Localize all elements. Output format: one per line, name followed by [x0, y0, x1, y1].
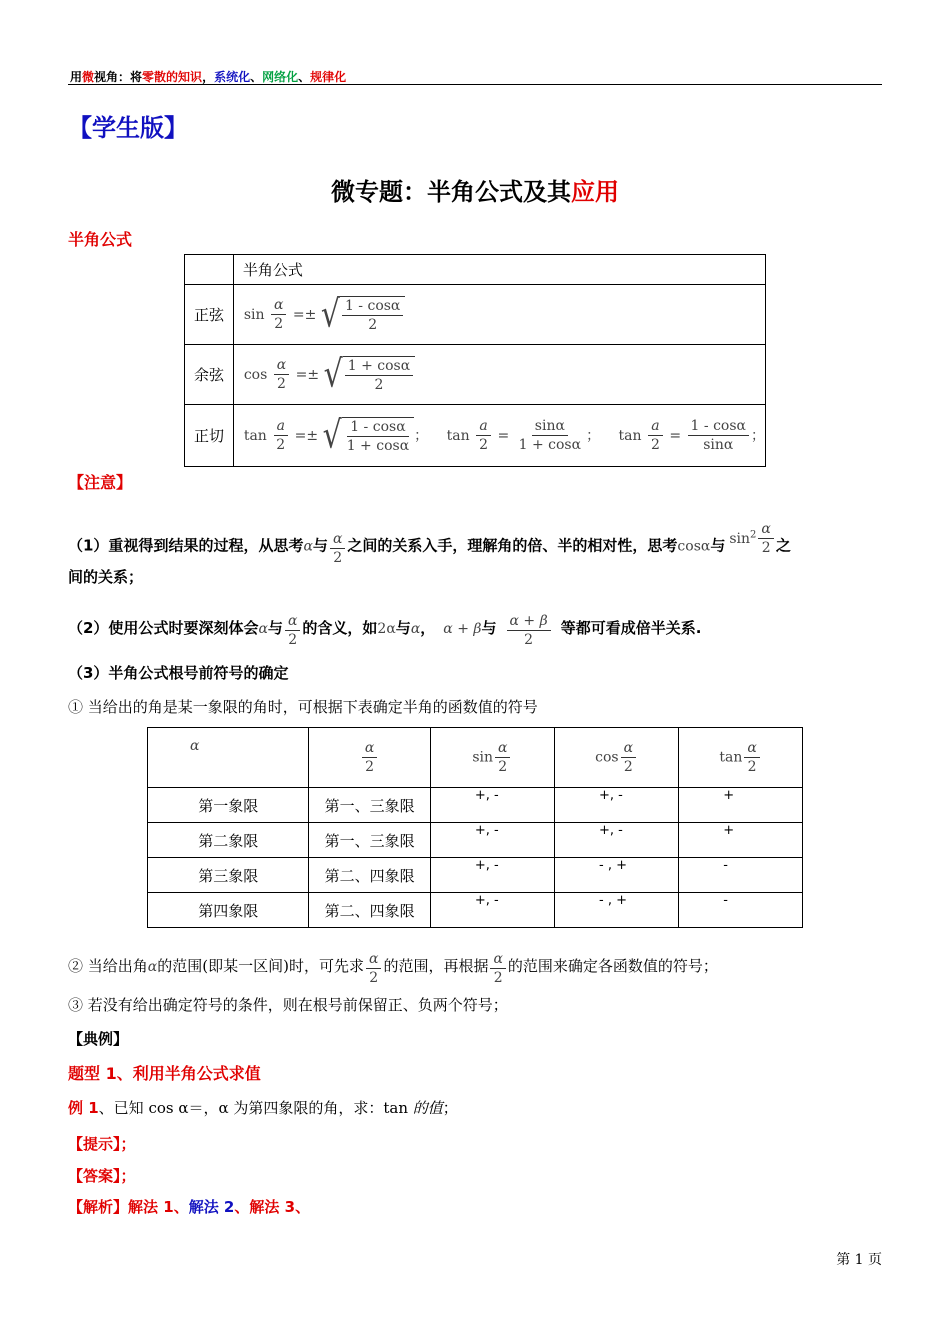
point-text: ② 当给出角 — [68, 957, 148, 975]
sign-cell: - , + — [555, 858, 679, 893]
point-1: ① 当给出的角是某一象限的角时，可根据下表确定半角的函数值的符号 — [68, 698, 538, 716]
note-text: 与 — [395, 619, 411, 637]
alpha-plus-beta: α + β — [507, 612, 551, 631]
fn-name: tan — [618, 427, 642, 444]
example-number: 例 1 — [68, 1099, 99, 1117]
half-quadrant-cell: 第一、三象限 — [309, 788, 430, 823]
note-text: 与 — [481, 619, 497, 637]
header-cos — [555, 728, 679, 788]
point-3: ③ 若没有给出确定符号的条件，则在根号前保留正、负两个符号； — [68, 996, 508, 1014]
version-label: 【学生版】 — [68, 114, 188, 142]
notice-label: 【注意】 — [68, 473, 133, 492]
two: 2 — [365, 759, 375, 775]
type-1-heading: 题型 1、利用半角公式求值 — [68, 1064, 261, 1083]
sign-cell: + — [679, 788, 803, 823]
header-half-alpha — [309, 728, 430, 788]
sign-cell: + — [679, 823, 803, 858]
alpha: α — [147, 959, 158, 975]
alpha: α — [366, 950, 381, 969]
section-heading: 半角公式 — [68, 230, 133, 249]
two: 2 — [276, 437, 286, 453]
header-text: 微 — [82, 70, 95, 84]
fn-name: tan — [243, 427, 267, 444]
quadrant-cell: 第三象限 — [148, 858, 309, 893]
row-label: 正弦 — [185, 285, 234, 345]
alpha: a — [476, 417, 490, 436]
header-divider — [68, 84, 882, 85]
numerator: 1 + cosα — [345, 357, 413, 376]
row-label: 余弦 — [185, 345, 234, 405]
half-quadrant-cell: 第一、三象限 — [309, 823, 430, 858]
example-1 — [68, 1097, 458, 1118]
example-text: 、已知 cos α＝，α 为第四象限的角，求：tan — [98, 1099, 413, 1117]
alpha: α — [285, 612, 300, 631]
sign-cell: - — [679, 893, 803, 928]
alpha: α — [303, 538, 313, 555]
note-1-cont: 间的关系； — [68, 568, 144, 586]
note-3: （3）半角公式根号前符号的确定 — [68, 664, 289, 682]
alpha: α — [362, 739, 377, 758]
table-row — [185, 405, 766, 467]
sign-cell: +, - — [555, 788, 679, 823]
sign: =± — [292, 306, 317, 323]
numerator: sinα — [532, 417, 568, 436]
example-text: ； — [442, 1099, 458, 1117]
method-1: 解法 1 — [128, 1198, 174, 1216]
fn-name: sin — [472, 749, 494, 766]
note-text: 的含义，如 — [302, 619, 378, 637]
note-2 — [68, 612, 701, 649]
two: 2 — [493, 970, 503, 986]
example-text: 的值 — [412, 1099, 443, 1117]
two: 2 — [369, 970, 379, 986]
half-quadrant-cell: 第二、四象限 — [309, 893, 430, 928]
analysis-line — [68, 1196, 310, 1217]
sign-cell: +, - — [430, 788, 554, 823]
example-label: 【典例】 — [68, 1030, 129, 1048]
fn-name: tan — [446, 427, 470, 444]
sign: =± — [295, 366, 320, 383]
point-text: 的范围，再根据 — [383, 957, 489, 975]
numerator: 1 - cosα — [342, 297, 403, 316]
title-accent: 应用 — [571, 178, 619, 206]
alpha: α — [621, 739, 636, 758]
header-text: 、 — [298, 70, 311, 84]
note-text: （1）重视得到结果的过程，从思考 — [68, 536, 304, 555]
two: 2 — [274, 316, 284, 332]
method-2: 解法 2 — [188, 1198, 235, 1216]
sign-cell: +, - — [555, 823, 679, 858]
sign-cell: - — [679, 858, 803, 893]
tan-half-formula: tan $\frac{a}{2}$ =± √ $\frac{1 - \cos\alpha}{1 + \cos\alpha}$ ； tan $\frac{a}{2}$ = $\frac{\sin\alpha}{1 + \cos\alpha}$ ； tan $\frac{a}{2}$ = $\frac{1 - \cos\alpha}{\sin\alpha}$ ； — [233, 405, 765, 467]
alpha: α — [758, 520, 773, 539]
two: 2 — [623, 759, 633, 775]
row-label: 正切 — [185, 405, 234, 467]
header-text: 网络化 — [262, 70, 299, 84]
note-text: 与 — [312, 536, 328, 555]
header-tan — [679, 728, 803, 788]
two-alpha: 2α — [377, 621, 396, 637]
sign-table — [147, 727, 803, 928]
page-number: 第 1 页 — [836, 1252, 882, 1268]
formula-table — [184, 254, 766, 467]
title-main: 微专题：半角公式及其 — [331, 178, 571, 206]
denominator: 1 + cosα — [518, 437, 582, 453]
sign: =± — [294, 427, 319, 444]
separator: 、 — [173, 1198, 189, 1216]
alpha: α — [410, 621, 421, 637]
sin-half-formula: sin $\frac{\alpha}{2}$ =± √ $\frac{1 - \cos\alpha}{2}$ — [233, 285, 765, 345]
header-text: 视角：将 — [94, 70, 143, 84]
sign-cell: +, - — [430, 823, 554, 858]
header-text: 零散的知识 — [142, 70, 203, 84]
fn-name: cos — [243, 366, 268, 383]
table-row — [185, 345, 766, 405]
sign-cell: +, - — [430, 893, 554, 928]
separator: 、 — [295, 1198, 311, 1216]
alpha: α — [330, 530, 345, 549]
table-row — [148, 788, 803, 823]
two: 2 — [277, 376, 286, 392]
two: 2 — [333, 549, 343, 566]
page-header — [70, 68, 346, 85]
note-text: 之间的关系入手，理解角的倍、半的相对性，思考 — [347, 536, 678, 555]
note-text: 与 — [267, 619, 283, 637]
numerator: 1 - cosα — [347, 418, 408, 437]
header-text: ， — [202, 70, 215, 84]
point-2 — [68, 950, 718, 987]
answer-label: 【答案】； — [68, 1167, 136, 1185]
alpha: α — [274, 356, 289, 375]
alpha: α — [258, 621, 268, 637]
table-row — [148, 823, 803, 858]
separator: ； — [751, 427, 765, 444]
two: 2 — [374, 376, 384, 393]
alpha: α — [744, 739, 759, 758]
table-row — [148, 893, 803, 928]
method-3: 解法 3 — [249, 1198, 296, 1216]
header-text: 、 — [250, 70, 263, 84]
table-header: 半角公式 — [233, 255, 765, 285]
alpha: α — [495, 739, 510, 758]
two: 2 — [650, 437, 660, 453]
header-sin — [430, 728, 554, 788]
two: 2 — [498, 759, 508, 775]
separator: ； — [414, 427, 429, 444]
note-text: ， — [420, 619, 436, 637]
header-text: 规律化 — [310, 70, 347, 84]
denominator: 1 + cosα — [346, 437, 410, 454]
separator: ； — [586, 427, 601, 444]
table-header-row — [148, 728, 803, 788]
header-text: 系统化 — [214, 70, 251, 84]
point-text: 的范围来确定各函数值的符号； — [507, 957, 718, 975]
fn-name: sin — [243, 306, 265, 323]
fn-name: cos — [595, 749, 619, 766]
alpha: a — [648, 417, 662, 436]
two: 2 — [368, 316, 378, 333]
alpha: α — [490, 950, 505, 969]
two: 2 — [479, 437, 488, 453]
sign-cell: - , + — [555, 893, 679, 928]
two: 2 — [747, 759, 757, 775]
header-alpha: α — [148, 728, 309, 788]
half-quadrant-cell: 第二、四象限 — [309, 858, 430, 893]
alpha: α — [271, 296, 286, 315]
note-text: （2）使用公式时要深刻体会 — [68, 619, 259, 637]
fn-name: sin — [729, 530, 751, 547]
quadrant-cell: 第二象限 — [148, 823, 309, 858]
alpha-plus-beta: α + β — [443, 621, 482, 637]
two: 2 — [761, 540, 771, 557]
separator: 、 — [234, 1198, 250, 1216]
denominator: sinα — [703, 437, 734, 453]
note-text: 等都可看成倍半关系. — [560, 619, 702, 637]
sign-cell: +, - — [430, 858, 554, 893]
note-text: 之 — [775, 536, 791, 555]
hint-label: 【提示】； — [68, 1135, 136, 1153]
note-text: 与 — [710, 536, 726, 555]
cos-alpha: cosα — [677, 538, 711, 555]
fn-name: tan — [719, 749, 743, 766]
exponent: 2 — [750, 529, 757, 540]
table-row — [148, 858, 803, 893]
point-text: 的范围(即某一区间)时，可先求 — [157, 957, 364, 975]
page-title — [0, 172, 950, 207]
quadrant-cell: 第一象限 — [148, 788, 309, 823]
numerator: 1 - cosα — [688, 417, 749, 436]
analysis-label: 【解析】 — [68, 1198, 129, 1216]
quadrant-cell: 第四象限 — [148, 893, 309, 928]
two: 2 — [524, 632, 534, 648]
note-1 — [68, 520, 791, 567]
header-text: 用 — [70, 70, 83, 84]
table-cell — [185, 255, 234, 285]
two: 2 — [288, 632, 298, 648]
alpha: a — [274, 417, 288, 436]
cos-half-formula: cos $\frac{\alpha}{2}$ =± √ $\frac{1 + \cos\alpha}{2}$ — [233, 345, 765, 405]
table-row — [185, 285, 766, 345]
